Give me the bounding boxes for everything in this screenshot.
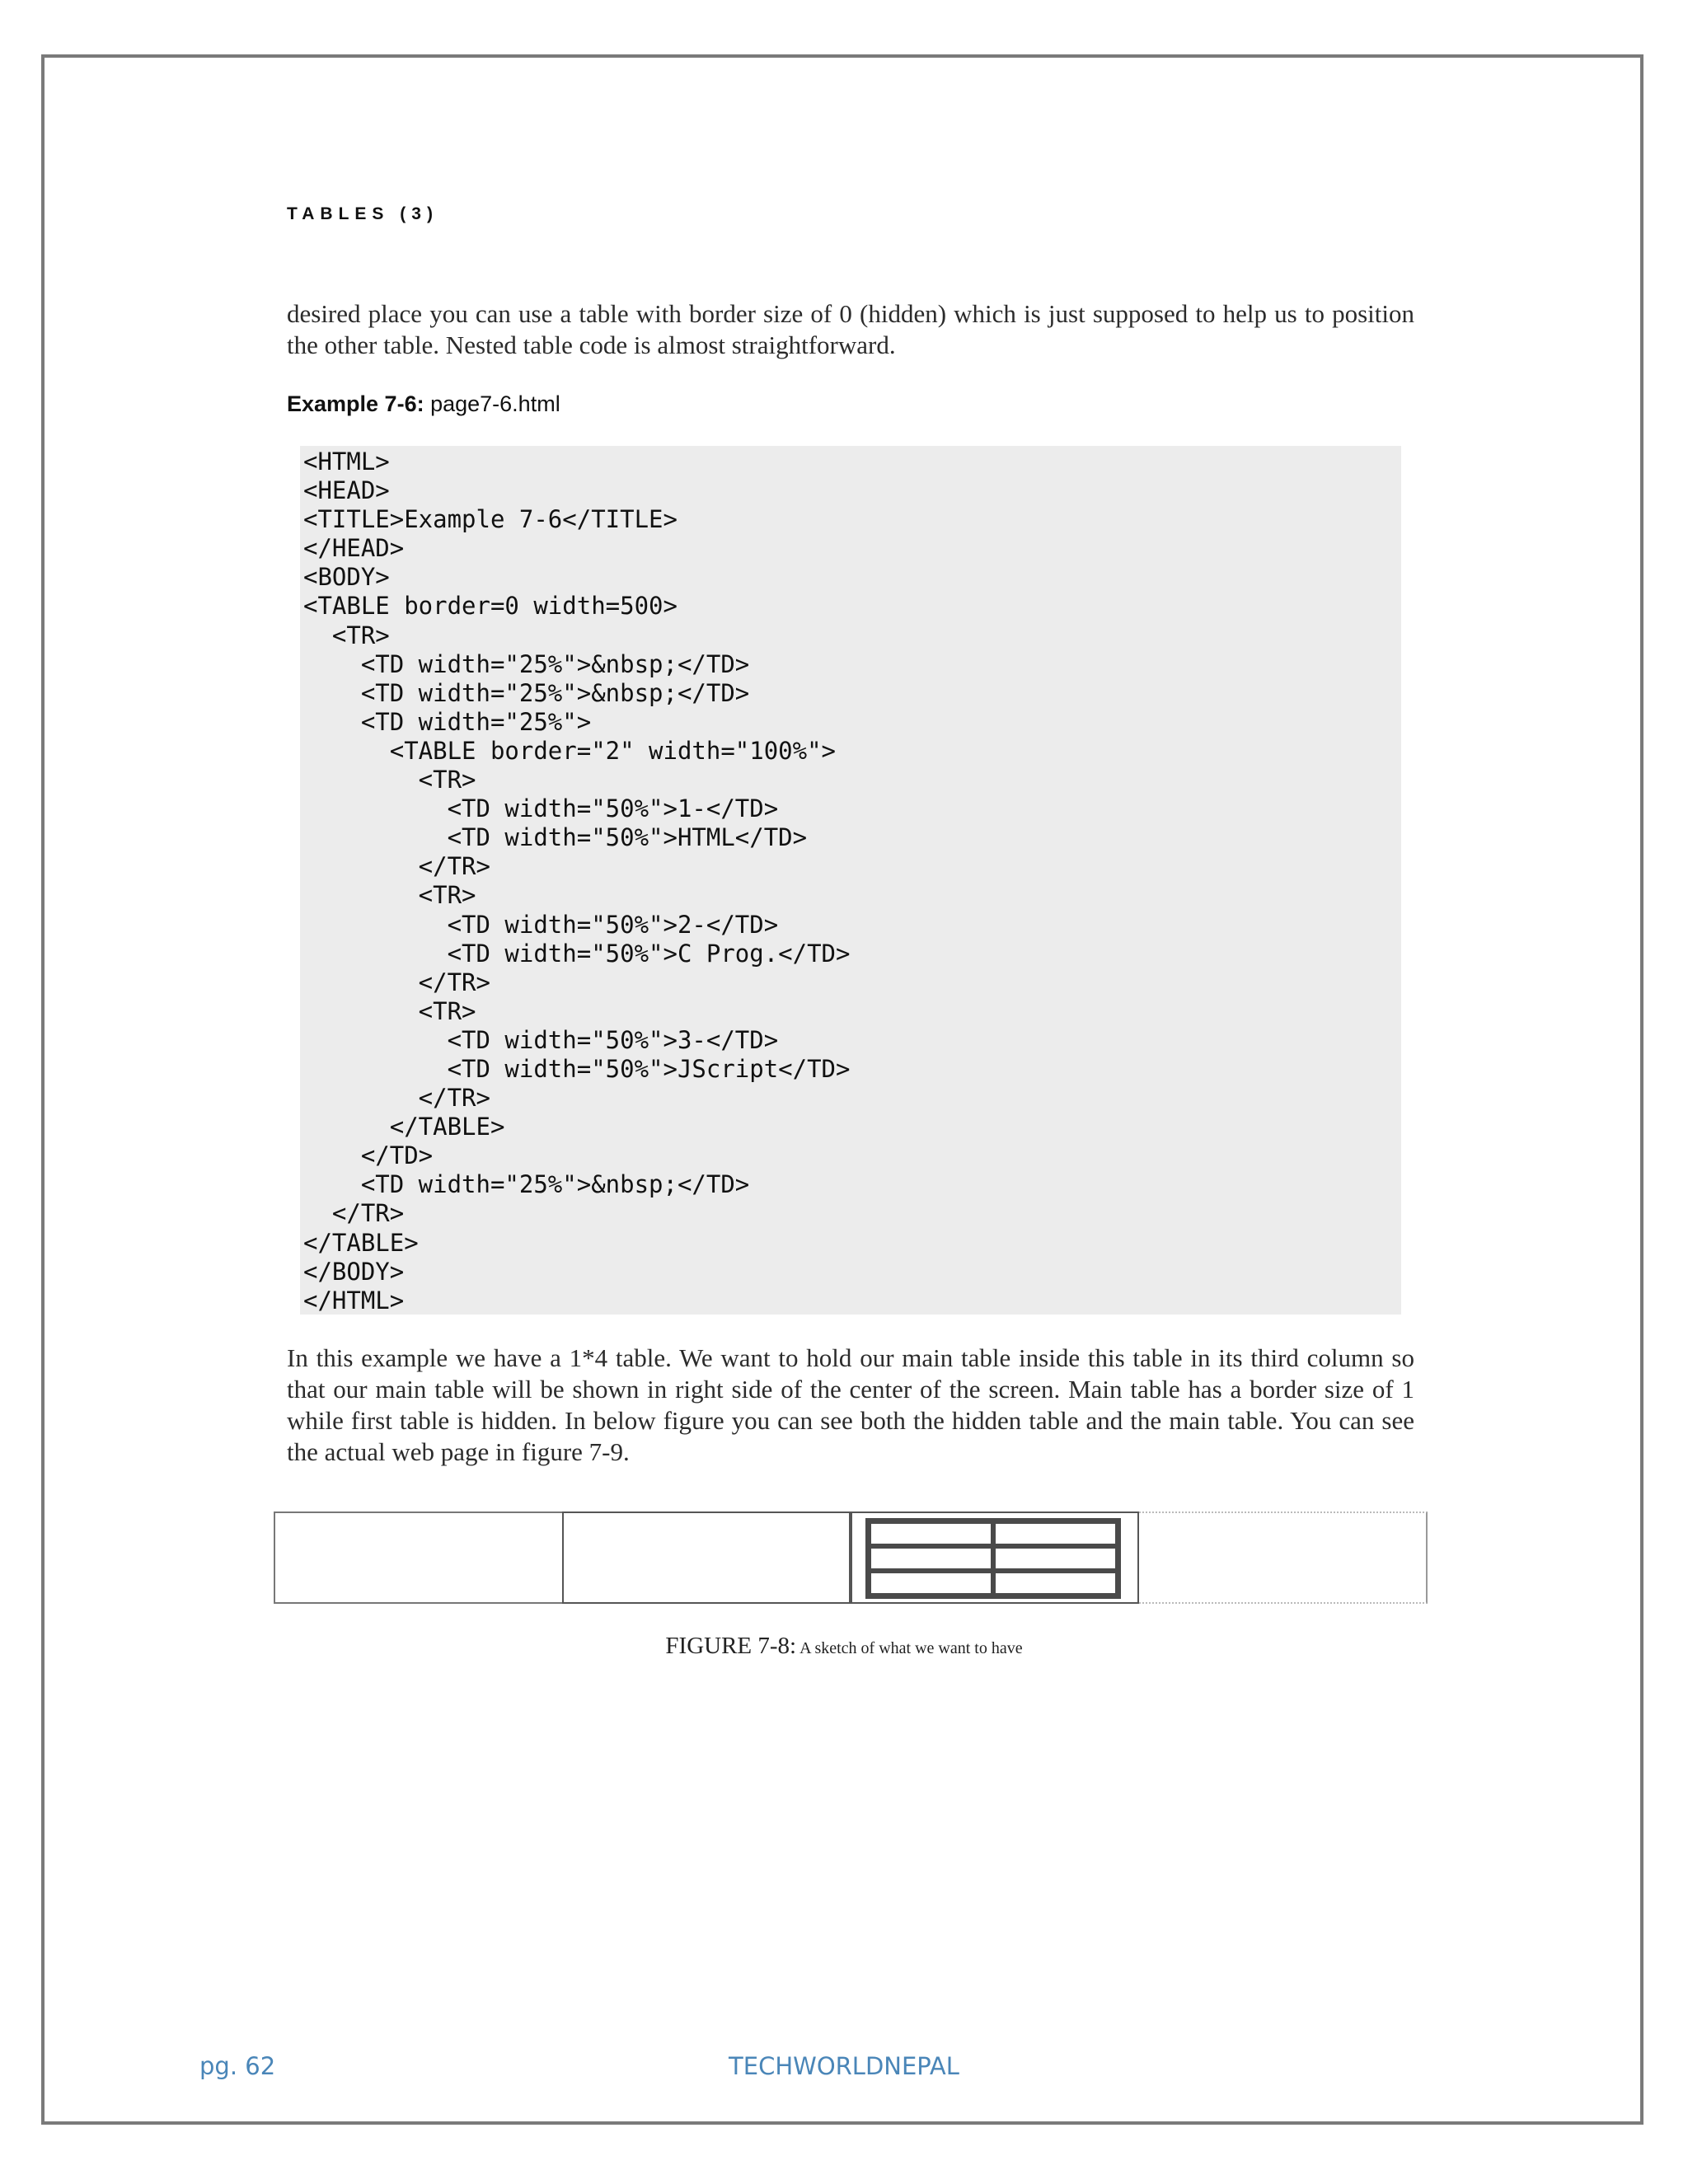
code-line: <TABLE border=0 width=500> xyxy=(303,592,678,621)
example-heading xyxy=(287,391,560,417)
code-line: <TD width="50%">3-</TD> xyxy=(303,1025,779,1054)
main-table-cell xyxy=(871,1524,991,1544)
code-line: </TABLE> xyxy=(303,1113,505,1141)
code-line: </TR> xyxy=(303,968,490,996)
code-line: </TD> xyxy=(303,1141,434,1170)
running-head: TABLES (3) xyxy=(287,204,438,223)
main-table xyxy=(865,1518,1121,1599)
footer-page-number: pg. 62 xyxy=(199,2052,276,2080)
hidden-table-cell-4 xyxy=(1139,1511,1428,1604)
code-line: <TD width="50%">2-</TD> xyxy=(303,910,779,939)
main-table-cell xyxy=(996,1549,1115,1568)
example-label: Example 7-6: xyxy=(287,391,424,416)
main-table-cell xyxy=(996,1524,1115,1544)
code-line: <TR> xyxy=(303,881,476,910)
code-line: <TD width="25%">&nbsp;</TD> xyxy=(303,678,750,707)
code-line: </TABLE> xyxy=(303,1228,419,1257)
code-line: <HEAD> xyxy=(303,476,390,505)
code-line: </BODY> xyxy=(303,1257,405,1286)
code-line: <TR> xyxy=(303,996,476,1025)
code-line: <TR> xyxy=(303,621,390,649)
hidden-table-cell-2 xyxy=(562,1511,851,1604)
figure-label: FIGURE 7-8: xyxy=(665,1633,797,1659)
figure-sketch xyxy=(274,1511,1428,1604)
hidden-table-cell-1 xyxy=(274,1511,562,1604)
code-line: </TR> xyxy=(303,852,490,881)
code-line: <TD width="50%">C Prog.</TD> xyxy=(303,939,851,968)
code-line: </HEAD> xyxy=(303,534,405,563)
code-line: <TABLE border="2" width="100%"> xyxy=(303,736,837,765)
code-line: <TD width="25%">&nbsp;</TD> xyxy=(303,1170,750,1199)
code-line: <TD width="50%">JScript</TD> xyxy=(303,1054,851,1083)
explanation-paragraph: In this example we have a 1*4 table. We want to hold our main table inside this table in its third column so that our main table will be shown in right side of the center of the screen. Main table has a border size of 1 while first table is hidden. In below figure you can see both the hidden table and the main table. You can see the actual web page in figure 7-9. xyxy=(287,1343,1414,1466)
code-line: <BODY> xyxy=(303,563,390,592)
hidden-table-cell-3 xyxy=(851,1511,1139,1604)
code-line: <TD width="25%">&nbsp;</TD> xyxy=(303,649,750,678)
code-line: <HTML> xyxy=(303,448,390,476)
example-filename: page7-6.html xyxy=(430,391,560,416)
figure-caption xyxy=(0,1633,1688,1660)
code-line: </TR> xyxy=(303,1084,490,1113)
code-line: <TD width="50%">1-</TD> xyxy=(303,794,779,823)
code-block xyxy=(300,446,1401,1315)
code-line: <TR> xyxy=(303,766,476,794)
code-line: <TD width="50%">HTML</TD> xyxy=(303,823,808,852)
footer-site-name: TECHWORLDNEPAL xyxy=(729,2052,959,2080)
main-table-cell xyxy=(871,1573,991,1593)
figure-caption-text: A sketch of what we want to have xyxy=(799,1639,1023,1657)
main-table-cell xyxy=(996,1573,1115,1593)
main-table-cell xyxy=(871,1549,991,1568)
intro-paragraph: desired place you can use a table with border size of 0 (hidden) which is just supposed to help us to position the other table. Nested table code is almost straightforward. xyxy=(287,299,1414,359)
code-line: <TD width="25%"> xyxy=(303,707,592,736)
code-line: <TITLE>Example 7-6</TITLE> xyxy=(303,505,678,534)
code-line: </TR> xyxy=(303,1199,405,1228)
code-line: </HTML> xyxy=(303,1286,405,1315)
